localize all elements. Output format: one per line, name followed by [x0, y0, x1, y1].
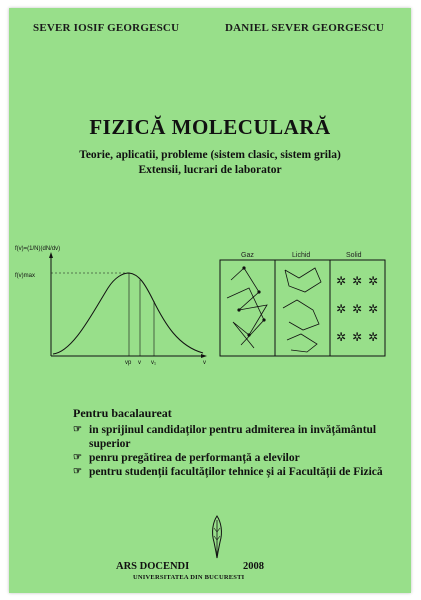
x-axis-label: v [203, 360, 206, 366]
svg-text:✲: ✲ [336, 330, 347, 344]
tick-vp: vp [125, 360, 132, 366]
audience-block [73, 406, 403, 479]
svg-text:✲: ✲ [352, 302, 363, 316]
subtitle-line-1: Teorie, aplicatii, probleme (sistem clasic, sistem grila) [79, 149, 341, 161]
book-title: FIZICĂ MOLECULARĂ [89, 115, 331, 139]
col-label-gaz: Gaz [241, 252, 254, 259]
publisher-subtitle: UNIVERSITATEA DIN BUCURESTI [133, 574, 245, 581]
audience-heading: Pentru bacalaureat [73, 406, 172, 420]
publication-year: 2008 [243, 561, 264, 572]
y-max-label: f(v)max [15, 273, 35, 279]
svg-text:✲: ✲ [336, 274, 347, 288]
x-axis-arrow [201, 354, 207, 358]
pointing-hand-icon: ☞ [73, 466, 82, 477]
quill-pen-icon [209, 514, 225, 560]
liquid-cluster-1 [285, 268, 321, 292]
liquid-cluster-2 [283, 300, 319, 330]
distribution-curve [53, 273, 203, 354]
pointing-hand-icon: ☞ [73, 424, 82, 435]
maxwell-distribution-graph [13, 240, 213, 370]
author-2: DANIEL SEVER GEORGESCU [225, 22, 385, 34]
y-axis-arrow [49, 252, 53, 258]
liquid-cluster-3 [287, 334, 317, 352]
y-axis-label: f(v)=(1/N)(dN/dv) [15, 246, 61, 252]
col-label-lichid: Lichid [292, 252, 311, 259]
gas-molecule [242, 266, 245, 269]
gas-trajectory-2 [227, 288, 264, 345]
author-1: SEVER IOSIF GEORGESCU [33, 22, 180, 34]
gas-molecule [257, 290, 260, 293]
gas-molecule [262, 318, 265, 321]
pointing-hand-icon: ☞ [73, 452, 82, 463]
audience-item: ☞ in sprijinul candidaților pentru admiterea in invățământul superior [73, 424, 377, 450]
subtitle-line-2: Extensii, lucrari de laborator [138, 164, 282, 176]
svg-text:✲: ✲ [352, 330, 363, 344]
svg-text:✲: ✲ [368, 330, 379, 344]
solid-lattice [336, 274, 378, 344]
audience-item: ☞ penru pregătirea de performanță a elevilor [73, 452, 300, 464]
svg-text:✲: ✲ [336, 302, 347, 316]
svg-text:✲: ✲ [368, 274, 379, 288]
gas-molecule [247, 333, 250, 336]
publisher-name: ARS DOCENDI [116, 561, 190, 572]
book-cover [9, 8, 411, 593]
tick-v: v [138, 360, 141, 366]
audience-item: ☞ pentru studenții facultăților tehnice și ai Facultății de Fizică [73, 466, 383, 478]
states-of-matter-diagram [219, 250, 387, 358]
gas-molecule [237, 308, 240, 311]
svg-text:✲: ✲ [368, 302, 379, 316]
svg-text:✲: ✲ [352, 274, 363, 288]
tick-v1: v₁ [151, 360, 157, 366]
publisher-block [9, 514, 411, 581]
col-label-solid: Solid [346, 252, 362, 259]
